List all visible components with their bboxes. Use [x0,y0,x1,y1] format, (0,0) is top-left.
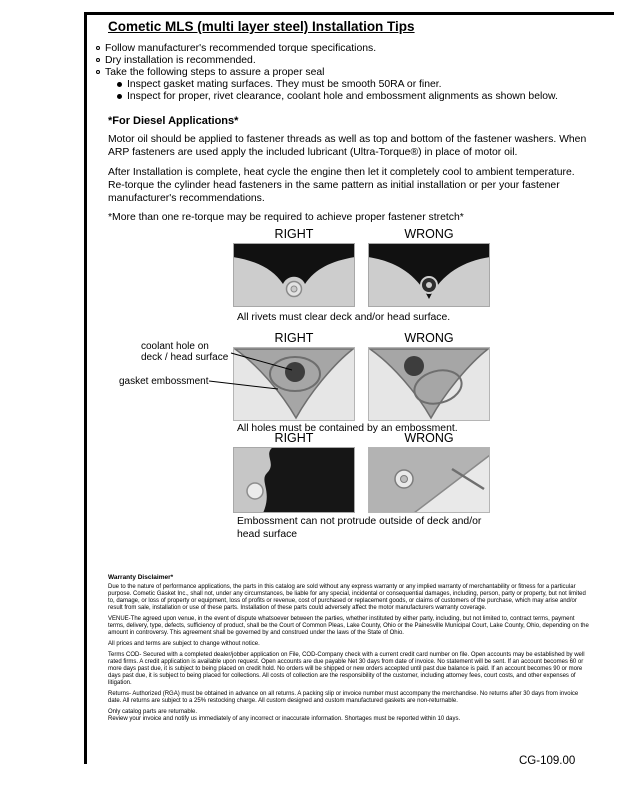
circle-bullet-icon [96,58,100,62]
wrong-label-row1: WRONG [404,227,454,241]
callout-line: deck / head surface [141,352,229,363]
tips-list [96,43,558,103]
caption-row2: All holes must be contained by an embossment. [237,423,458,434]
diagram-hole-right [233,347,355,421]
coolant-hole-callout [141,341,228,363]
rivet-wrong-image [368,243,490,307]
right-label-row2: RIGHT [274,331,314,345]
top-border-rule [84,12,614,15]
circle-bullet-icon [96,46,100,50]
warranty-paragraph: Terms COD- Secured with a completed dealer/jobber application on File, COD-Company check with a current credit card number on file. Open accounts may be established by well rated firms. A credit application is available upon request. Open accounts are due payable Net 30 days from date of invoice. No statement will be sent. If an account becomes 60 or more days past due, it is subject to being placed on credit hold. No orders will be shipped or new orders accepted until past due balance is paid. If an account becomes 90 or more days past due, it is subject to being placed for collections. All costs of collection are the responsibility of the customer, including attorney fees, court costs, and other expenses of litigation. [108,652,585,686]
right-label-row1: RIGHT [274,227,314,241]
tip-text: Inspect gasket mating surfaces. They must be smooth 50RA or finer. [127,79,442,90]
warranty-paragraph: Review your invoice and notify us immediately of any incorrect or inaccurate information. Shortages must be reported within 10 days. [108,716,461,722]
hole-right-image [233,347,355,421]
tip-text: Dry installation is recommended. [105,55,256,66]
diagram-rivet-wrong [368,243,490,307]
diagram-embossment-wrong [368,447,490,513]
hole-wrong-image [368,347,490,421]
tip-text: Take the following steps to assure a proper seal [105,67,325,78]
retorque-note: *More than one re-torque may be required to achieve proper fastener stretch* [108,212,464,223]
rivet-right-image [233,243,355,307]
list-item [117,91,558,103]
warranty-paragraph: Returns- Authorized (RGA) must be obtained in advance on all returns. A packing slip or invoice number must accompany the merchandise. No returns after 30 days from invoice date. All returns are subject to a 25% restocking charge. All custom designed and custom manufactured gaskets are non-returnable. [108,691,579,704]
circle-bullet-icon [96,70,100,74]
tip-text: Inspect for proper, rivet clearance, coolant hole and embossment alignments as shown below. [127,91,558,102]
warranty-section [108,574,592,727]
list-item [96,67,558,79]
left-border-rule [84,12,87,764]
page-number: CG-109.00 [519,755,576,767]
list-item [96,55,558,67]
right-label-row3: RIGHT [274,431,314,445]
warranty-paragraph: Due to the nature of performance applications, the parts in this catalog are sold without any express warranty or any implied warranty of merchantability or fitness for a particular purpose. Cometic Gasket Inc., shall not, under any circumstances, be liable for any special, incidental or consequential damages, including, person, party or property, but not limited to, damage, or loss of property or equipment, loss of profits or revenue, cost of purchased or replacement goods, or claims of customers of the purchase, which may arise and/or result from sale, installation or use of these parts. Installation of these parts could adversely affect the motor manufacturers warranty coverage. [108,584,586,611]
wrong-label-row2: WRONG [404,331,454,345]
embossment-wrong-image [368,447,490,513]
caption-row3: Embossment can not protrude outside of deck and/or head surface [237,516,482,540]
dot-bullet-icon [117,94,122,99]
list-item [96,43,558,55]
diesel-paragraph-2: After Installation is complete, heat cycle the engine then let it completely cool to ambient temperature. Re-torque the cylinder head fasteners in the same pattern as initial installation or per your fastener manufacturer's recommendations. [108,167,575,204]
tip-text: Follow manufacturer's recommended torque specifications. [105,43,377,54]
page-title: Cometic MLS (multi layer steel) Installation Tips [108,19,415,34]
embossment-right-image [233,447,355,513]
warranty-paragraph: Only catalog parts are returnable. [108,709,198,715]
diesel-paragraph-1: Motor oil should be applied to fastener threads as well as top and bottom of the fastener washers. When ARP fasteners are used apply the included lubricant (Ultra-Torque®) in place of motor oil. [108,134,587,158]
warranty-heading: Warranty Disclaimer* [108,574,174,581]
warranty-paragraph: All prices and terms are subject to change without notice. [108,641,260,647]
gasket-embossment-callout: gasket embossment [119,376,209,387]
dot-bullet-icon [117,82,122,87]
diagram-embossment-right [233,447,355,513]
diagram-rivet-right [233,243,355,307]
callout-line: coolant hole on [141,341,209,352]
list-item [117,79,558,91]
warranty-paragraph: VENUE-The agreed upon venue, in the event of dispute whatsoever between the parties, whether instituted by either party, including, but not limited to, contract terms, payment terms, delivery, type, defects, sufficiency of product, shall be the Court of Common Pleas, Lake County, Ohio or the Painesville Municipal Court, Lake County, Ohio, depending on the amount in controversy. This agreement shall be governed by and construed under the laws of the State of Ohio. [108,616,589,636]
diagram-hole-wrong [368,347,490,421]
wrong-label-row3: WRONG [404,431,454,445]
caption-row1: All rivets must clear deck and/or head surface. [237,312,451,323]
diesel-applications-heading: *For Diesel Applications* [108,115,239,127]
